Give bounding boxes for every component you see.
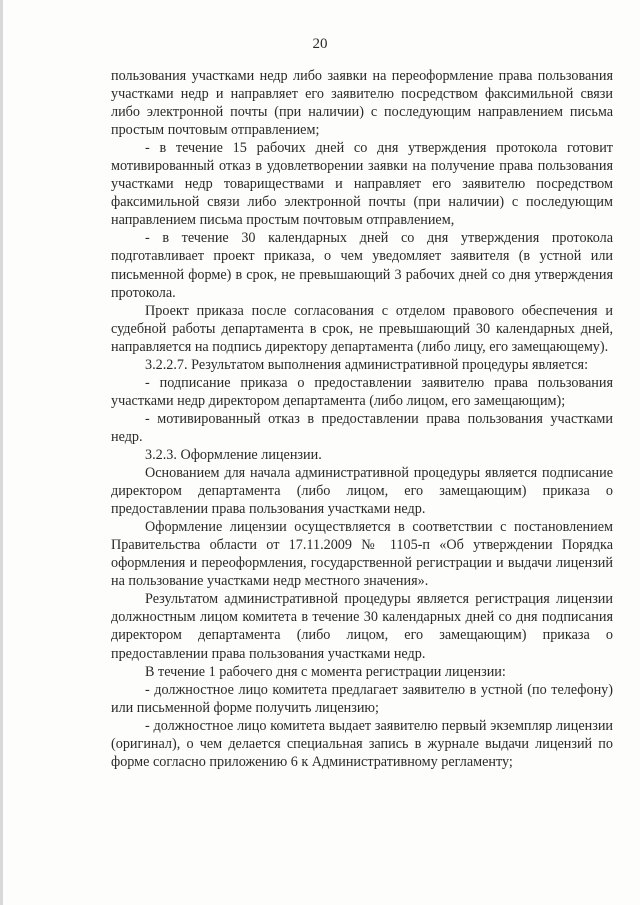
paragraph: пользования участками недр либо заявки на переоформление права пользования участками недр и направляет его заявителю посредством факсимильной связи либо электронной почты (при наличии) с последующим направлением письма простым почтовым отправлением;	[111, 68, 613, 139]
paragraph: В течение 1 рабочего дня с момента регистрации лицензии:	[145, 663, 506, 680]
list-item: - должностное лицо комитета предлагает заявителю в устной (по телефону) или письменной форме получить лицензию;	[111, 681, 613, 716]
paragraph: Проект приказа после согласования с отделом правового обеспечения и судебной работы департамента в срок, не превышающий 30 календарных дней, направляется на подпись директору департамента (либо лицу, его замещающему).	[111, 302, 613, 355]
list-item: - должностное лицо комитета выдает заявителю первый экземпляр лицензии (оригинал), о чем делается специальная запись в журнале выдачи лицензий по форме согласно приложению 6 к Административному регламенту;	[111, 717, 613, 770]
paragraph: - в течение 30 календарных дней со дня утверждения протокола подготавливает проект приказа, о чем уведомляет заявителя (в устной или письменной форме) в срок, не превышающий 3 рабочих дней со дня утверждения протокола.	[111, 230, 613, 301]
scan-edge-shadow	[0, 0, 3, 905]
paragraph: Результатом административной процедуры является регистрация лицензии должностным лицом комитета в течение 30 календарных дней со дня подписания директором департамента (либо лицом, его замещающим) приказа о предоставлении права пользования участками недр.	[111, 591, 613, 662]
list-item: - мотивированный отказ в предоставлении права пользования участками недр.	[111, 410, 613, 445]
paragraph: - в течение 15 рабочих дней со дня утверждения протокола готовит мотивированный отказ в удовлетворении заявки на получение права пользования участками недр товариществами и направляет его заявителю посредством факсимильной связи либо электронной почты (при наличии) с последующим направлением письма простым почтовым отправлением,	[111, 140, 613, 229]
document-body	[111, 67, 613, 771]
section-heading: 3.2.3. Оформление лицензии.	[145, 446, 322, 463]
page-number: 20	[312, 36, 328, 52]
paragraph: Основанием для начала административной процедуры является подписание директором департамента (либо лицом, его замещающим) приказа о предоставлении права пользования участками недр.	[111, 465, 613, 518]
list-item: - подписание приказа о предоставлении заявителю права пользования участками недр директором департамента (либо лицом, его замещающим);	[111, 374, 613, 409]
section-heading: 3.2.2.7. Результатом выполнения административной процедуры является:	[145, 356, 589, 373]
paragraph: Оформление лицензии осуществляется в соответствии с постановлением Правительства области от 17.11.2009 № 1105-п «Об утверждении Порядка оформления и переоформления, государственной регистрации и выдачи лицензий на пользование участками недр местного значения».	[111, 519, 613, 590]
